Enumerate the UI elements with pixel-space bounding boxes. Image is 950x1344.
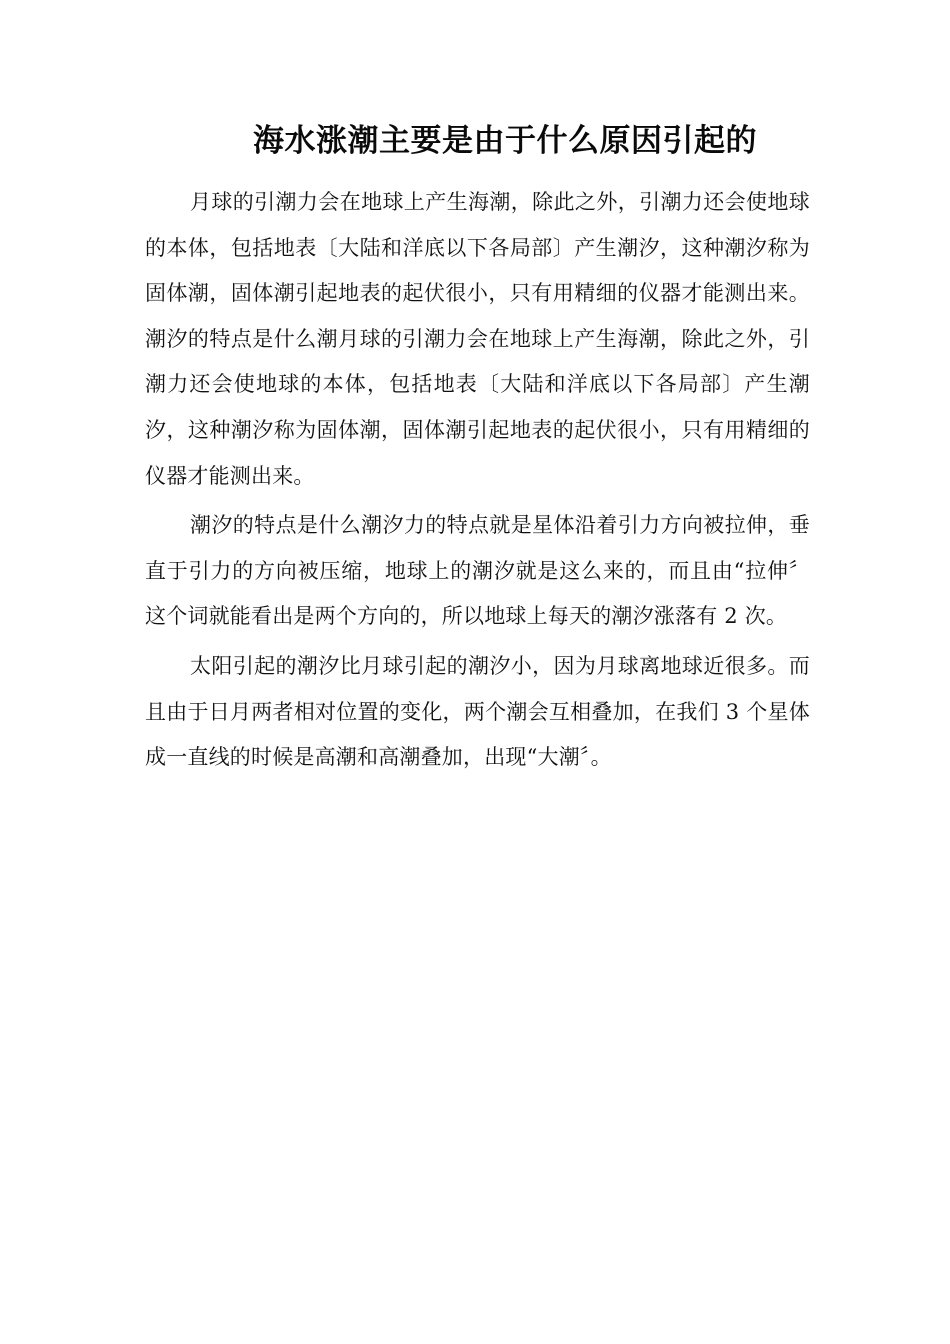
paragraph-1: 月球的引潮力会在地球上产生海潮，除此之外，引潮力还会使地球的本体，包括地表〔大陆和洋底以下各局部〕产生潮汐，这种潮汐称为固体潮，固体潮引起地表的起伏很小，只有用精细的仪器才能测出来。潮汐的特点是什么潮月球的引潮力会在地球上产生海潮，除此之外，引潮力还会使地球的本体，包括地表〔大陆和洋底以下各局部〕产生潮汐，这种潮汐称为固体潮，固体潮引起地表的起伏很小，只有用精细的仪器才能测出来。 bbox=[145, 190, 810, 488]
document-title: 海水涨潮主要是由于什么原因引起的 bbox=[253, 123, 757, 159]
document-body bbox=[145, 180, 810, 785]
paragraph-2: 潮汐的特点是什么潮汐力的特点就是星体沿着引力方向被拉伸，垂直于引力的方向被压缩，地球上的潮汐就是这么来的，而且由“拉伸〞这个词就能看出是两个方向的，所以地球上每天的潮汐涨落有 2 次。 bbox=[145, 513, 810, 629]
paragraph-3: 太阳引起的潮汐比月球引起的潮汐小，因为月球离地球近很多。而且由于日月两者相对位置的变化，两个潮会互相叠加，在我们 3 个星体成一直线的时候是高潮和高潮叠加，出现“大潮〞。 bbox=[145, 653, 810, 770]
